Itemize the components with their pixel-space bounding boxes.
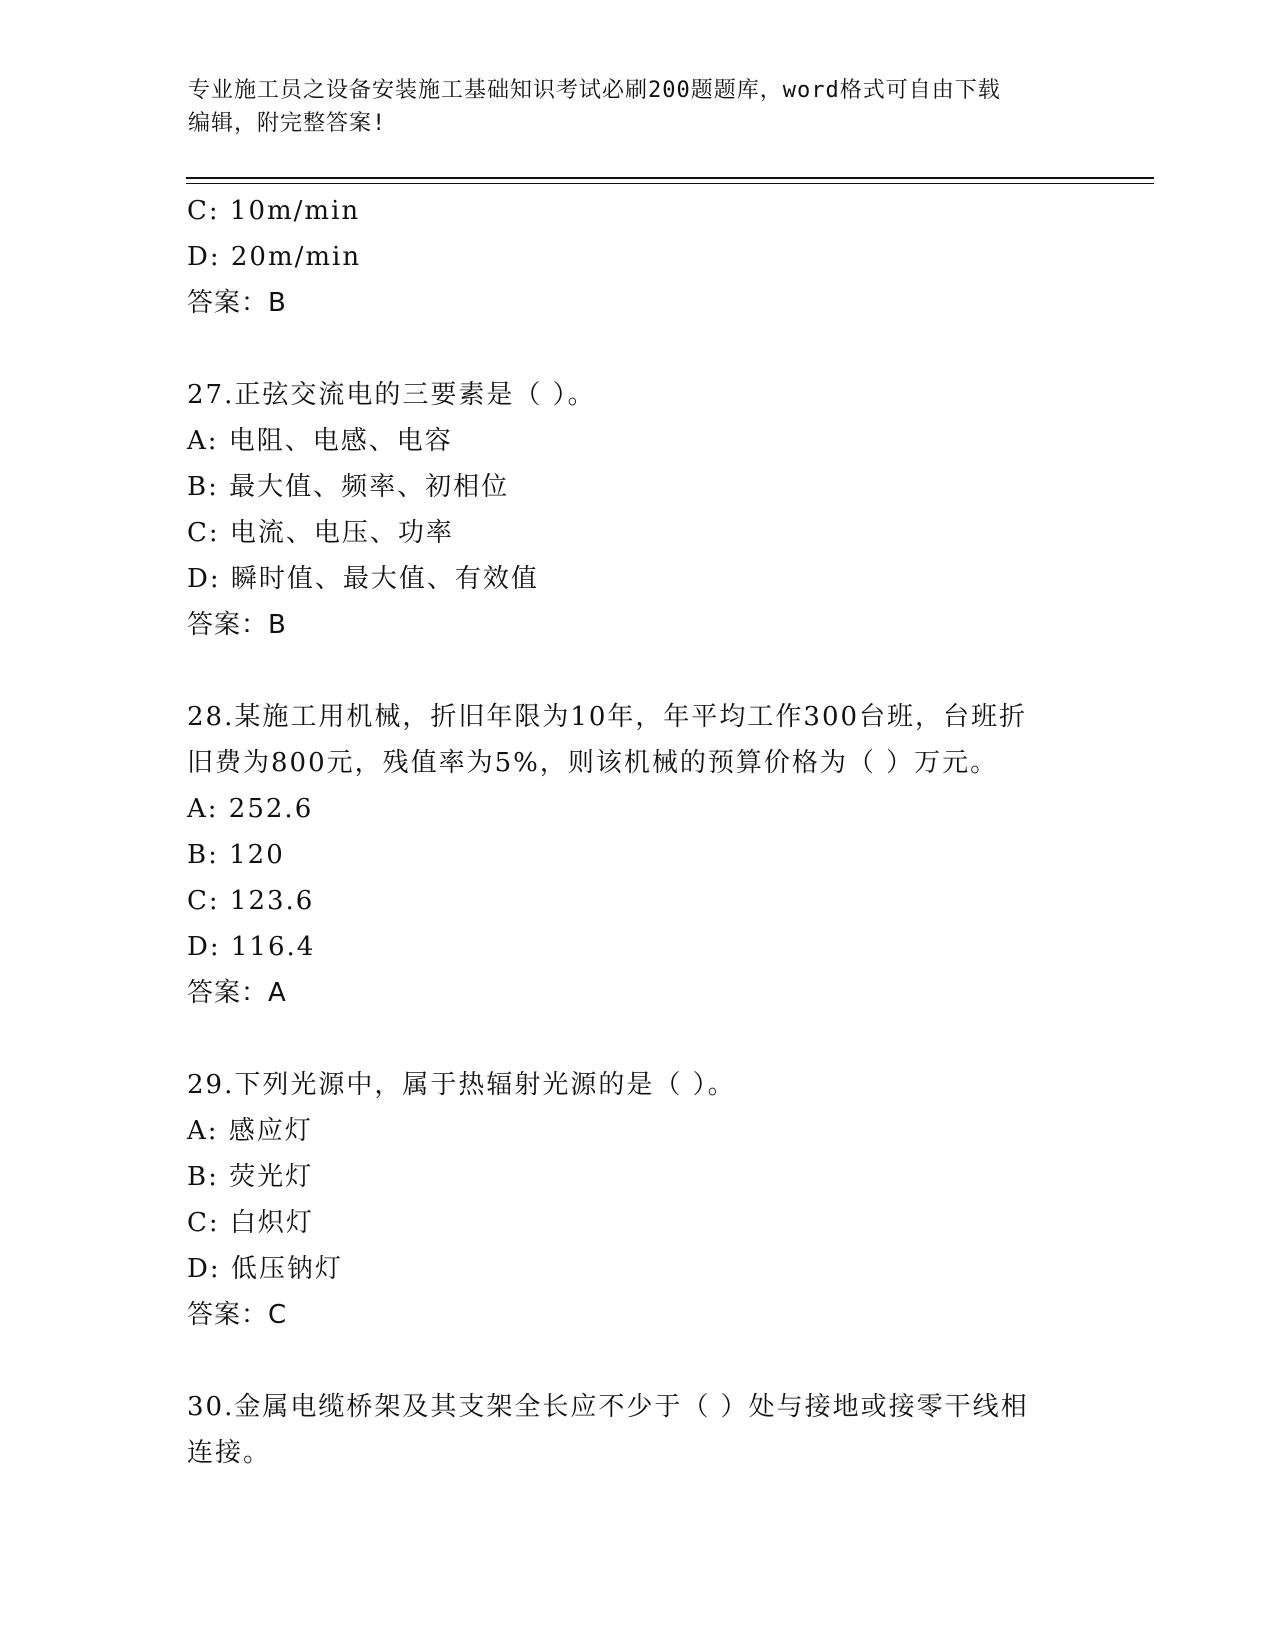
option-d: D: 116.4 bbox=[187, 932, 316, 962]
answer-line: 答案：B bbox=[187, 610, 287, 640]
option-d: D: 20m/min bbox=[187, 242, 362, 272]
question-stem-continued: 连接。 bbox=[187, 1438, 272, 1468]
question-30 bbox=[187, 1384, 1087, 1476]
header-line-2: 编辑，附完整答案! bbox=[188, 111, 387, 136]
question-continued bbox=[187, 188, 1087, 326]
option-a: A: 252.6 bbox=[187, 794, 314, 824]
spacer bbox=[187, 648, 1087, 694]
answer-line: 答案：A bbox=[187, 978, 287, 1008]
header-rule-thick bbox=[186, 177, 1154, 179]
option-c: C: 电流、电压、功率 bbox=[187, 518, 454, 548]
option-c: C: 10m/min bbox=[187, 196, 361, 226]
header-rule-thin bbox=[186, 183, 1154, 184]
option-b: B: 荧光灯 bbox=[187, 1162, 314, 1192]
option-a: A: 电阻、电感、电容 bbox=[187, 426, 453, 456]
option-b: B: 最大值、频率、初相位 bbox=[187, 472, 510, 502]
spacer bbox=[187, 1338, 1087, 1384]
document-body bbox=[187, 188, 1087, 1476]
option-d: D: 瞬时值、最大值、有效值 bbox=[187, 564, 539, 594]
question-27 bbox=[187, 372, 1087, 648]
option-d: D: 低压钠灯 bbox=[187, 1254, 343, 1284]
answer-line: 答案：C bbox=[187, 1300, 288, 1330]
question-29 bbox=[187, 1062, 1087, 1338]
option-c: C: 白炽灯 bbox=[187, 1208, 314, 1238]
question-stem: 27.正弦交流电的三要素是（ ）。 bbox=[187, 380, 596, 410]
question-stem: 28.某施工用机械，折旧年限为10年，年平均工作300台班，台班折 bbox=[187, 702, 1028, 732]
document-header bbox=[188, 74, 1088, 140]
question-28 bbox=[187, 694, 1087, 1016]
option-b: B: 120 bbox=[187, 840, 285, 870]
option-c: C: 123.6 bbox=[187, 886, 315, 916]
spacer bbox=[187, 1016, 1087, 1062]
option-a: A: 感应灯 bbox=[187, 1116, 313, 1146]
question-stem: 30.金属电缆桥架及其支架全长应不少于（ ）处与接地或接零干线相 bbox=[187, 1392, 1029, 1422]
question-stem-continued: 旧费为800元，残值率为5%，则该机械的预算价格为（ ）万元。 bbox=[187, 748, 999, 778]
question-stem: 29.下列光源中，属于热辐射光源的是（ ）。 bbox=[187, 1070, 736, 1100]
spacer bbox=[187, 326, 1087, 372]
header-line-1: 专业施工员之设备安装施工基础知识考试必刷200题题库，word格式可自由下载 bbox=[188, 78, 1001, 103]
answer-line: 答案：B bbox=[187, 288, 287, 318]
